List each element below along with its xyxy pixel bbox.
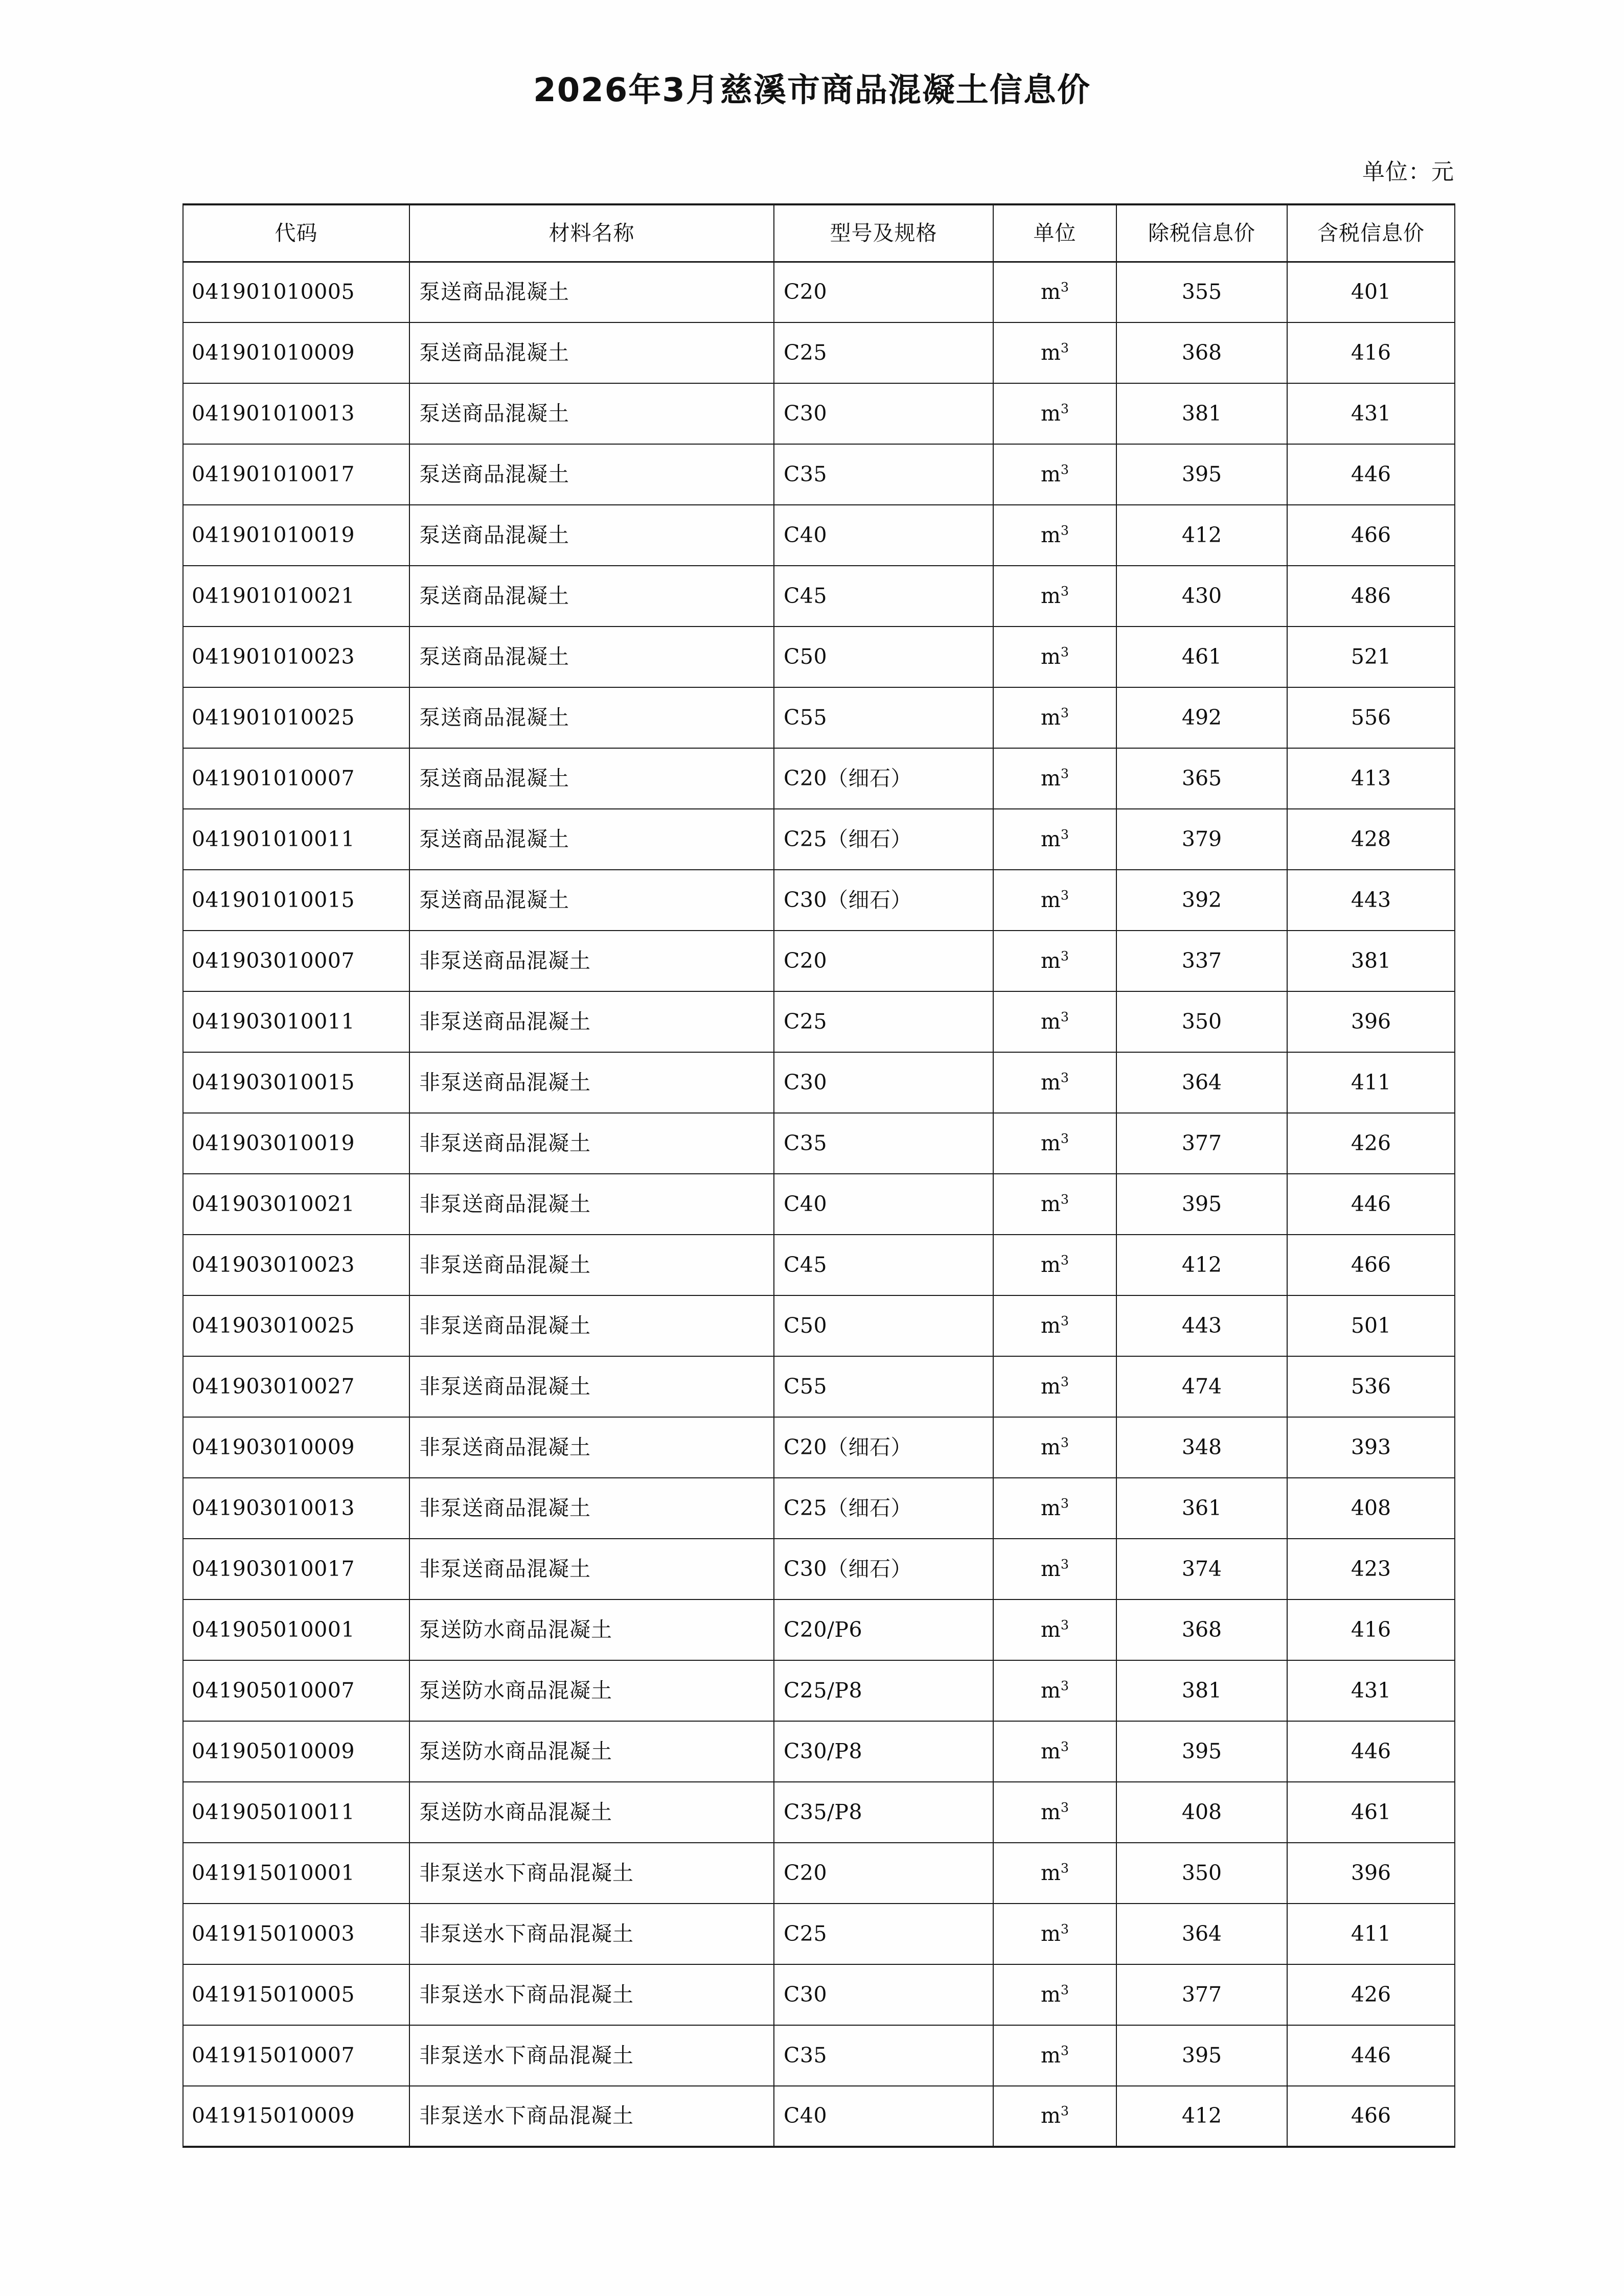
cell-unit: $m^3$ <box>993 1356 1116 1417</box>
cell-spec: C20 <box>774 931 993 991</box>
cell-unit: $m^3$ <box>993 991 1116 1052</box>
cell-intax: 411 <box>1287 1052 1455 1113</box>
cell-intax: 396 <box>1287 991 1455 1052</box>
column-header-name: 材料名称 <box>409 204 774 262</box>
cell-unit: $m^3$ <box>993 1052 1116 1113</box>
cell-spec: C25/P8 <box>774 1660 993 1721</box>
cell-unit: $m^3$ <box>993 870 1116 931</box>
table-row <box>183 991 1455 1052</box>
cell-intax: 466 <box>1287 2086 1455 2147</box>
table-row <box>183 1721 1455 1782</box>
cell-unit: $m^3$ <box>993 1417 1116 1478</box>
cell-spec: C40 <box>774 1174 993 1235</box>
cell-spec: C25 <box>774 322 993 383</box>
cell-extax: 412 <box>1116 505 1287 566</box>
cell-code: 041901010007 <box>183 748 409 809</box>
cell-extax: 395 <box>1116 1721 1287 1782</box>
cell-unit: $m^3$ <box>993 1295 1116 1356</box>
cell-extax: 348 <box>1116 1417 1287 1478</box>
cell-name: 非泵送商品混凝土 <box>409 1356 774 1417</box>
cell-spec: C35 <box>774 2025 993 2086</box>
column-header-spec: 型号及规格 <box>774 204 993 262</box>
cell-unit: $m^3$ <box>993 1843 1116 1904</box>
cell-name: 非泵送水下商品混凝土 <box>409 1904 774 1964</box>
table-row <box>183 505 1455 566</box>
cell-extax: 381 <box>1116 1660 1287 1721</box>
cell-name: 非泵送水下商品混凝土 <box>409 2086 774 2147</box>
cell-unit: $m^3$ <box>993 1782 1116 1843</box>
cell-name: 泵送商品混凝土 <box>409 322 774 383</box>
cell-extax: 395 <box>1116 2025 1287 2086</box>
cell-code: 041903010025 <box>183 1295 409 1356</box>
table-row <box>183 2086 1455 2147</box>
cell-unit: $m^3$ <box>993 748 1116 809</box>
cell-code: 041901010023 <box>183 627 409 687</box>
cell-extax: 381 <box>1116 383 1287 444</box>
cell-name: 泵送商品混凝土 <box>409 809 774 870</box>
cell-unit: $m^3$ <box>993 1478 1116 1539</box>
cell-intax: 443 <box>1287 870 1455 931</box>
cell-extax: 392 <box>1116 870 1287 931</box>
table-row <box>183 322 1455 383</box>
cell-spec: C35 <box>774 1113 993 1174</box>
cell-intax: 446 <box>1287 2025 1455 2086</box>
cell-name: 泵送商品混凝土 <box>409 444 774 505</box>
cell-name: 泵送防水商品混凝土 <box>409 1599 774 1660</box>
cell-intax: 446 <box>1287 444 1455 505</box>
cell-unit: $m^3$ <box>993 383 1116 444</box>
table-row <box>183 1052 1455 1113</box>
cell-code: 041901010021 <box>183 566 409 627</box>
cell-unit: $m^3$ <box>993 1235 1116 1295</box>
table-row <box>183 383 1455 444</box>
cell-spec: C55 <box>774 687 993 748</box>
cell-code: 041901010013 <box>183 383 409 444</box>
cell-code: 041903010007 <box>183 931 409 991</box>
table-row <box>183 1904 1455 1964</box>
cell-extax: 350 <box>1116 991 1287 1052</box>
cell-extax: 379 <box>1116 809 1287 870</box>
cell-name: 非泵送商品混凝土 <box>409 991 774 1052</box>
cell-unit: $m^3$ <box>993 2025 1116 2086</box>
table-row <box>183 809 1455 870</box>
cell-name: 非泵送商品混凝土 <box>409 1052 774 1113</box>
cell-code: 041903010019 <box>183 1113 409 1174</box>
cell-unit: $m^3$ <box>993 809 1116 870</box>
cell-name: 非泵送商品混凝土 <box>409 931 774 991</box>
table-row <box>183 1235 1455 1295</box>
cell-spec: C30（细石） <box>774 870 993 931</box>
cell-intax: 461 <box>1287 1782 1455 1843</box>
cell-unit: $m^3$ <box>993 2086 1116 2147</box>
cell-intax: 501 <box>1287 1295 1455 1356</box>
cell-spec: C30（细石） <box>774 1539 993 1599</box>
table-row <box>183 1599 1455 1660</box>
table-body <box>183 262 1455 2147</box>
cell-name: 非泵送水下商品混凝土 <box>409 1964 774 2025</box>
cell-code: 041903010017 <box>183 1539 409 1599</box>
cell-extax: 361 <box>1116 1478 1287 1539</box>
table-row <box>183 627 1455 687</box>
cell-intax: 426 <box>1287 1964 1455 2025</box>
unit-note: 单位：元 <box>1362 159 1454 185</box>
cell-unit: $m^3$ <box>993 1539 1116 1599</box>
cell-code: 041901010017 <box>183 444 409 505</box>
cell-intax: 413 <box>1287 748 1455 809</box>
cell-name: 泵送防水商品混凝土 <box>409 1721 774 1782</box>
table-row <box>183 444 1455 505</box>
table-header <box>183 204 1455 262</box>
cell-spec: C50 <box>774 627 993 687</box>
column-header-unit: 单位 <box>993 204 1116 262</box>
table-row <box>183 2025 1455 2086</box>
cell-code: 041905010007 <box>183 1660 409 1721</box>
cell-spec: C20 <box>774 1843 993 1904</box>
cell-extax: 368 <box>1116 322 1287 383</box>
cell-name: 非泵送商品混凝土 <box>409 1417 774 1478</box>
cell-spec: C20/P6 <box>774 1599 993 1660</box>
cell-extax: 364 <box>1116 1052 1287 1113</box>
cell-intax: 428 <box>1287 809 1455 870</box>
cell-name: 泵送商品混凝土 <box>409 748 774 809</box>
cell-name: 泵送防水商品混凝土 <box>409 1782 774 1843</box>
table-header-row <box>183 204 1455 262</box>
column-header-intax: 含税信息价 <box>1287 204 1455 262</box>
cell-intax: 536 <box>1287 1356 1455 1417</box>
cell-spec: C50 <box>774 1295 993 1356</box>
cell-name: 泵送商品混凝土 <box>409 870 774 931</box>
cell-intax: 426 <box>1287 1113 1455 1174</box>
cell-code: 041903010013 <box>183 1478 409 1539</box>
table-row <box>183 870 1455 931</box>
table-row <box>183 1295 1455 1356</box>
cell-intax: 416 <box>1287 1599 1455 1660</box>
cell-name: 非泵送商品混凝土 <box>409 1539 774 1599</box>
cell-extax: 377 <box>1116 1113 1287 1174</box>
cell-unit: $m^3$ <box>993 262 1116 322</box>
cell-unit: $m^3$ <box>993 1904 1116 1964</box>
cell-name: 泵送商品混凝土 <box>409 505 774 566</box>
concrete-price-table <box>182 203 1455 2148</box>
cell-code: 041901010015 <box>183 870 409 931</box>
table-row <box>183 1417 1455 1478</box>
cell-unit: $m^3$ <box>993 444 1116 505</box>
cell-name: 泵送商品混凝土 <box>409 383 774 444</box>
cell-name: 非泵送水下商品混凝土 <box>409 1843 774 1904</box>
cell-name: 泵送商品混凝土 <box>409 627 774 687</box>
table-row <box>183 748 1455 809</box>
table-row <box>183 1356 1455 1417</box>
cell-unit: $m^3$ <box>993 931 1116 991</box>
table-row <box>183 1660 1455 1721</box>
cell-unit: $m^3$ <box>993 1721 1116 1782</box>
cell-extax: 374 <box>1116 1539 1287 1599</box>
cell-spec: C25（细石） <box>774 809 993 870</box>
cell-spec: C20 <box>774 262 993 322</box>
cell-extax: 364 <box>1116 1904 1287 1964</box>
cell-intax: 396 <box>1287 1843 1455 1904</box>
cell-code: 041905010009 <box>183 1721 409 1782</box>
cell-intax: 431 <box>1287 383 1455 444</box>
cell-intax: 556 <box>1287 687 1455 748</box>
cell-extax: 350 <box>1116 1843 1287 1904</box>
cell-spec: C20（细石） <box>774 1417 993 1478</box>
cell-spec: C35/P8 <box>774 1782 993 1843</box>
cell-code: 041901010011 <box>183 809 409 870</box>
page-title: 2026年3月慈溪市商品混凝土信息价 <box>533 72 1091 109</box>
cell-extax: 474 <box>1116 1356 1287 1417</box>
cell-extax: 337 <box>1116 931 1287 991</box>
cell-spec: C45 <box>774 1235 993 1295</box>
cell-code: 041915010007 <box>183 2025 409 2086</box>
cell-name: 非泵送商品混凝土 <box>409 1235 774 1295</box>
cell-spec: C30/P8 <box>774 1721 993 1782</box>
cell-name: 泵送防水商品混凝土 <box>409 1660 774 1721</box>
cell-unit: $m^3$ <box>993 1174 1116 1235</box>
cell-extax: 355 <box>1116 262 1287 322</box>
cell-name: 泵送商品混凝土 <box>409 687 774 748</box>
cell-spec: C30 <box>774 1964 993 2025</box>
cell-unit: $m^3$ <box>993 566 1116 627</box>
cell-intax: 521 <box>1287 627 1455 687</box>
table-row <box>183 566 1455 627</box>
cell-spec: C25 <box>774 1904 993 1964</box>
cell-unit: $m^3$ <box>993 687 1116 748</box>
cell-spec: C45 <box>774 566 993 627</box>
cell-extax: 412 <box>1116 1235 1287 1295</box>
cell-extax: 492 <box>1116 687 1287 748</box>
cell-spec: C35 <box>774 444 993 505</box>
cell-spec: C30 <box>774 383 993 444</box>
cell-code: 041915010005 <box>183 1964 409 2025</box>
table-row <box>183 1782 1455 1843</box>
cell-spec: C30 <box>774 1052 993 1113</box>
table-row <box>183 1478 1455 1539</box>
cell-intax: 381 <box>1287 931 1455 991</box>
cell-intax: 486 <box>1287 566 1455 627</box>
cell-code: 041901010025 <box>183 687 409 748</box>
cell-unit: $m^3$ <box>993 1660 1116 1721</box>
cell-extax: 412 <box>1116 2086 1287 2147</box>
cell-spec: C40 <box>774 2086 993 2147</box>
cell-intax: 401 <box>1287 262 1455 322</box>
table-row <box>183 1539 1455 1599</box>
cell-spec: C40 <box>774 505 993 566</box>
cell-spec: C25（细石） <box>774 1478 993 1539</box>
column-header-extax: 除税信息价 <box>1116 204 1287 262</box>
cell-code: 041903010027 <box>183 1356 409 1417</box>
table-row <box>183 1174 1455 1235</box>
cell-code: 041903010011 <box>183 991 409 1052</box>
cell-extax: 443 <box>1116 1295 1287 1356</box>
cell-spec: C20（细石） <box>774 748 993 809</box>
cell-unit: $m^3$ <box>993 627 1116 687</box>
cell-code: 041903010015 <box>183 1052 409 1113</box>
cell-extax: 395 <box>1116 444 1287 505</box>
cell-intax: 393 <box>1287 1417 1455 1478</box>
table-row <box>183 931 1455 991</box>
table-row <box>183 262 1455 322</box>
cell-code: 041915010003 <box>183 1904 409 1964</box>
cell-intax: 416 <box>1287 322 1455 383</box>
cell-name: 非泵送商品混凝土 <box>409 1478 774 1539</box>
table-row <box>183 1843 1455 1904</box>
cell-extax: 377 <box>1116 1964 1287 2025</box>
cell-code: 041901010009 <box>183 322 409 383</box>
cell-code: 041903010009 <box>183 1417 409 1478</box>
cell-code: 041905010001 <box>183 1599 409 1660</box>
cell-name: 非泵送商品混凝土 <box>409 1174 774 1235</box>
cell-code: 041901010005 <box>183 262 409 322</box>
cell-intax: 446 <box>1287 1721 1455 1782</box>
cell-unit: $m^3$ <box>993 1964 1116 2025</box>
table-row <box>183 687 1455 748</box>
cell-intax: 411 <box>1287 1904 1455 1964</box>
cell-name: 泵送商品混凝土 <box>409 262 774 322</box>
cell-spec: C25 <box>774 991 993 1052</box>
cell-code: 041903010023 <box>183 1235 409 1295</box>
cell-unit: $m^3$ <box>993 1599 1116 1660</box>
cell-unit: $m^3$ <box>993 1113 1116 1174</box>
cell-spec: C55 <box>774 1356 993 1417</box>
cell-intax: 466 <box>1287 505 1455 566</box>
cell-intax: 408 <box>1287 1478 1455 1539</box>
cell-extax: 395 <box>1116 1174 1287 1235</box>
cell-code: 041903010021 <box>183 1174 409 1235</box>
cell-code: 041915010001 <box>183 1843 409 1904</box>
cell-intax: 431 <box>1287 1660 1455 1721</box>
cell-code: 041901010019 <box>183 505 409 566</box>
cell-extax: 461 <box>1116 627 1287 687</box>
cell-extax: 368 <box>1116 1599 1287 1660</box>
table-row <box>183 1964 1455 2025</box>
cell-intax: 466 <box>1287 1235 1455 1295</box>
cell-unit: $m^3$ <box>993 322 1116 383</box>
cell-extax: 365 <box>1116 748 1287 809</box>
cell-intax: 423 <box>1287 1539 1455 1599</box>
cell-name: 泵送商品混凝土 <box>409 566 774 627</box>
cell-extax: 408 <box>1116 1782 1287 1843</box>
cell-extax: 430 <box>1116 566 1287 627</box>
cell-code: 041915010009 <box>183 2086 409 2147</box>
cell-name: 非泵送商品混凝土 <box>409 1113 774 1174</box>
cell-code: 041905010011 <box>183 1782 409 1843</box>
column-header-code: 代码 <box>183 204 409 262</box>
table-row <box>183 1113 1455 1174</box>
cell-unit: $m^3$ <box>993 505 1116 566</box>
cell-name: 非泵送商品混凝土 <box>409 1295 774 1356</box>
cell-intax: 446 <box>1287 1174 1455 1235</box>
cell-name: 非泵送水下商品混凝土 <box>409 2025 774 2086</box>
